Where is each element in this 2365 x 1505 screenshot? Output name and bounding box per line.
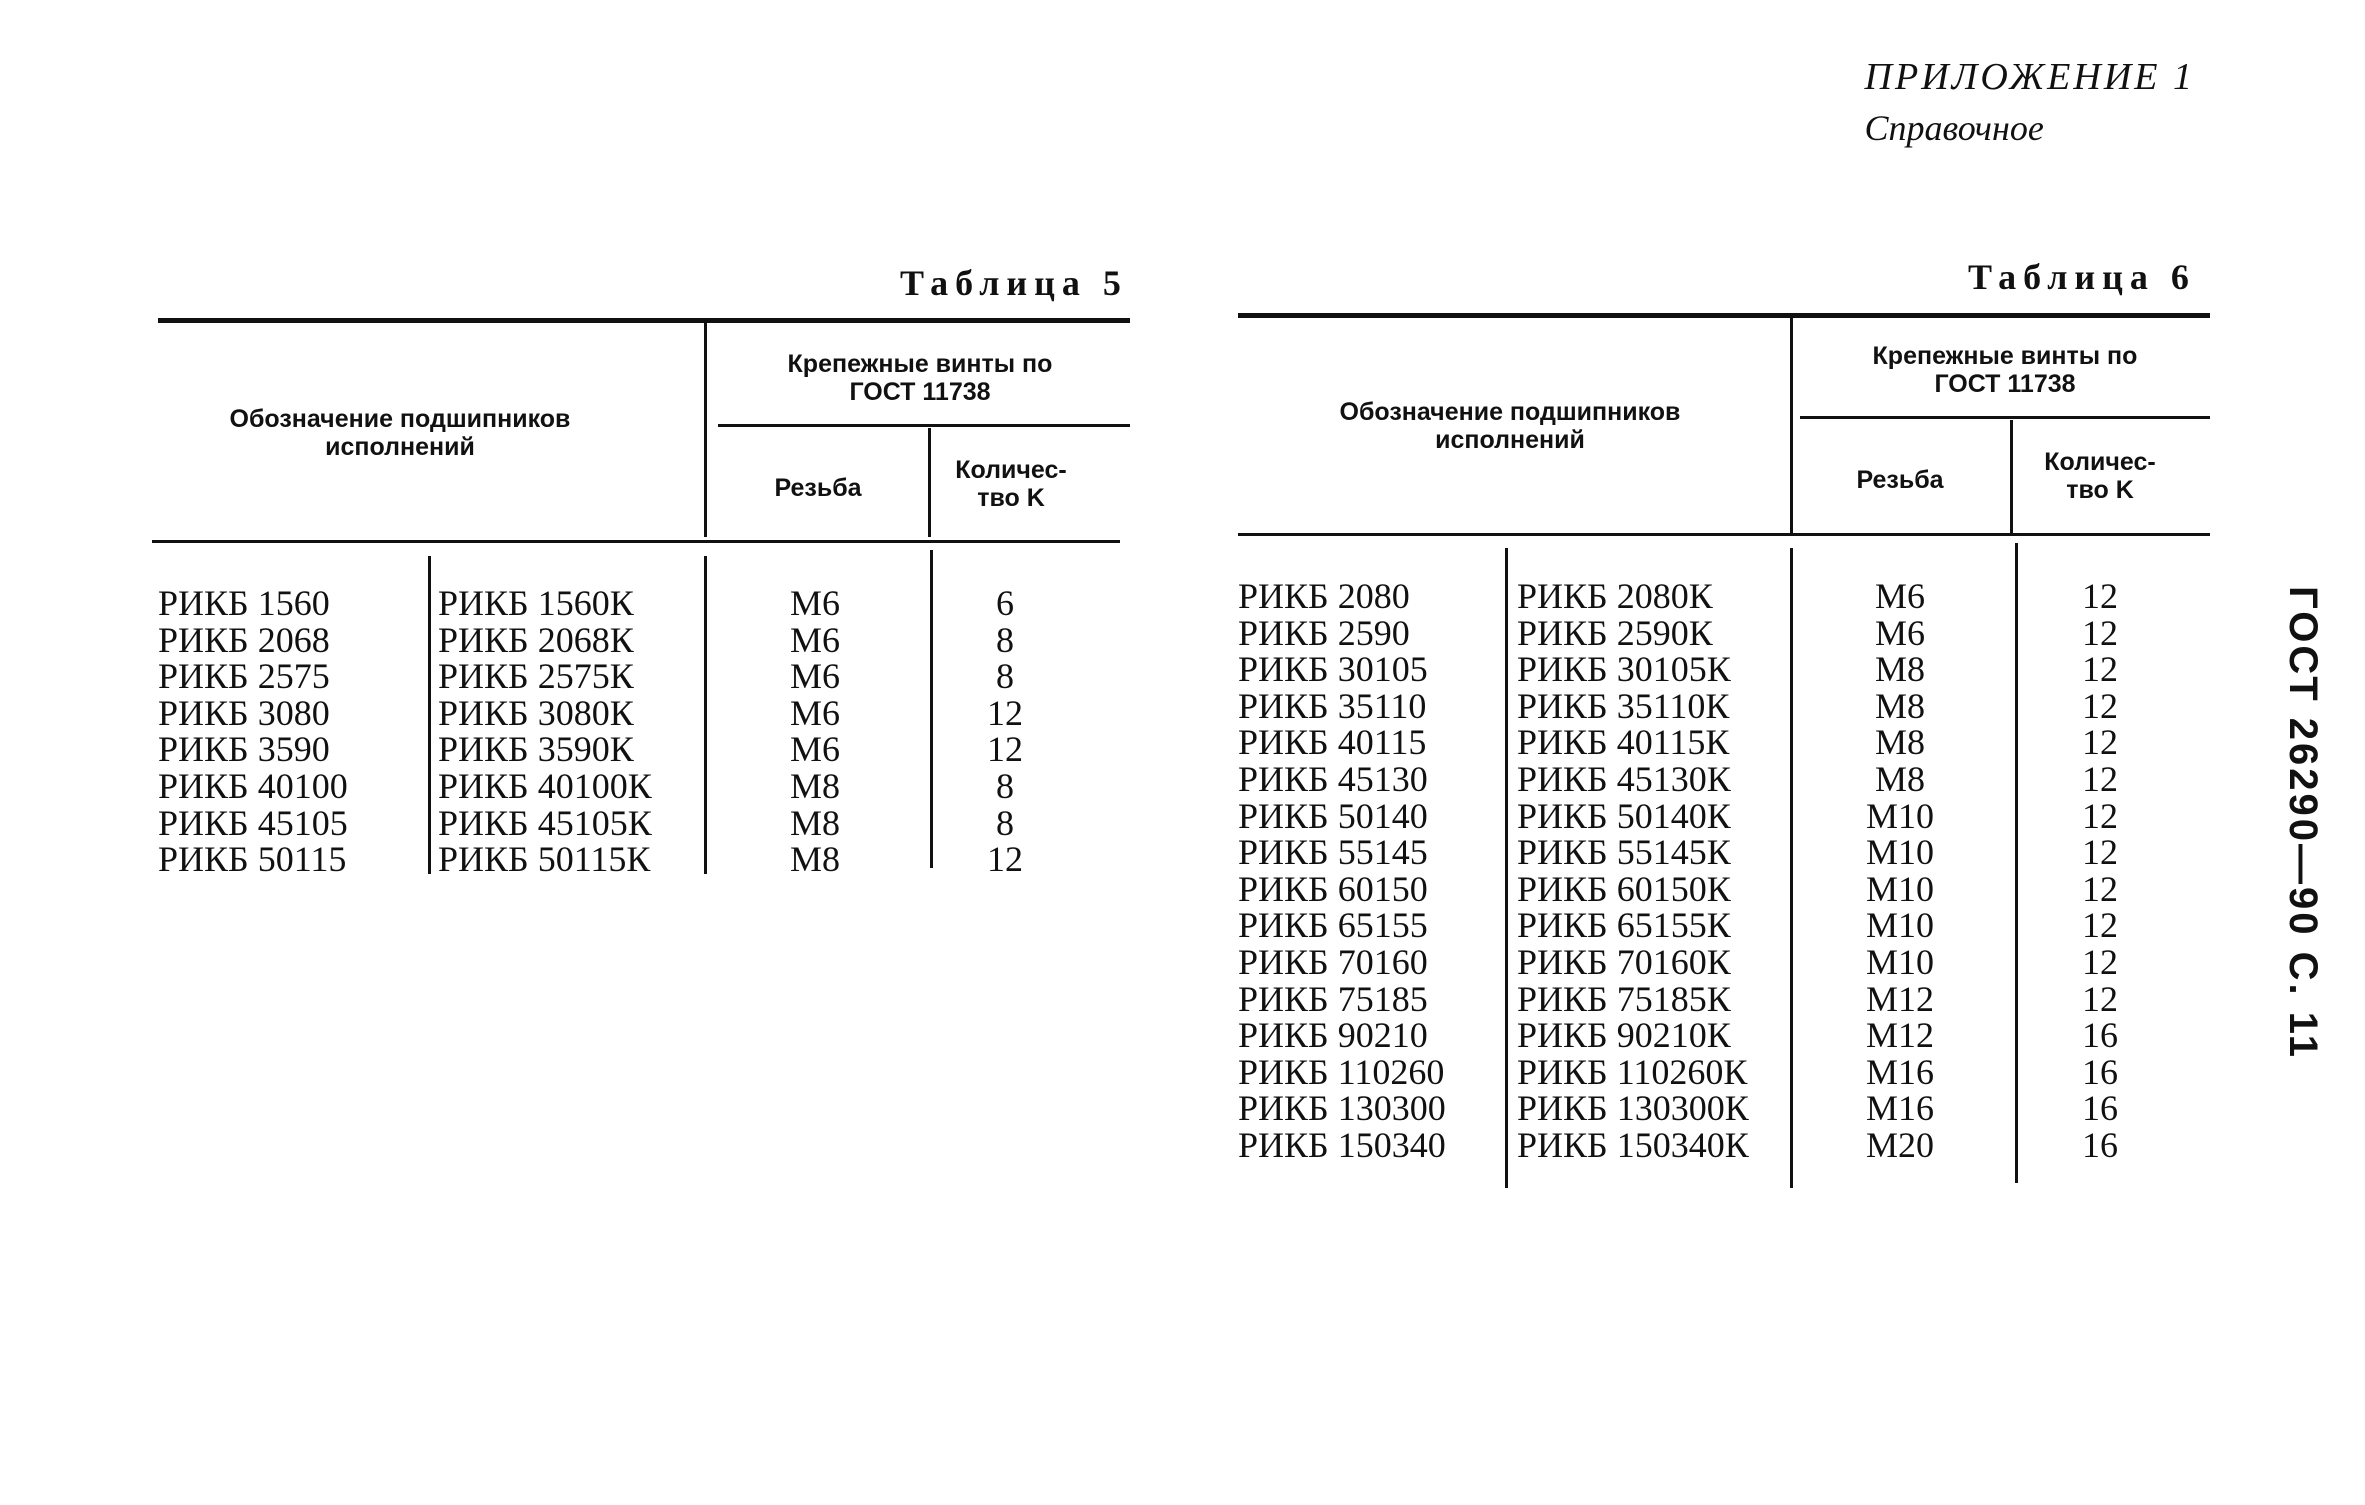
thread-cell: М8 bbox=[1874, 685, 1925, 726]
designation-k-cell: РИКБ 45105К bbox=[438, 802, 652, 843]
table6-header-thread: Резьба bbox=[1856, 466, 1944, 494]
qty-cell: 12 bbox=[2082, 759, 2118, 799]
qty-cell: 12 bbox=[987, 839, 1023, 880]
qty-cell: 8 bbox=[996, 619, 1014, 660]
designation-cell: РИКБ 70160 bbox=[1238, 942, 1428, 982]
designation-k-cell: РИКБ 2080К bbox=[1517, 576, 1713, 616]
designation-cell: РИКБ 90210 bbox=[1238, 1015, 1428, 1056]
designation-cell: РИКБ 40100 bbox=[158, 766, 348, 806]
designation-cell: РИКБ 2068 bbox=[158, 619, 330, 660]
qty-cell: 12 bbox=[987, 729, 1023, 770]
table5-header-designation: Обозначение подшипников исполнений bbox=[229, 405, 571, 461]
thread-cell: М20 bbox=[1865, 1125, 1934, 1165]
qty-cell: 12 bbox=[2082, 832, 2118, 873]
thread-cell: М16 bbox=[1865, 1088, 1934, 1129]
designation-cell: РИКБ 2080 bbox=[1238, 576, 1410, 616]
thread-cell: М6 bbox=[789, 729, 840, 770]
designation-k-cell: РИКБ 75185К bbox=[1517, 978, 1731, 1019]
appendix-heading bbox=[1865, 55, 2195, 149]
thread-cell: М10 bbox=[1865, 795, 1934, 836]
designation-cell: РИКБ 30105 bbox=[1238, 649, 1428, 690]
qty-cell: 12 bbox=[2082, 978, 2118, 1019]
designation-k-cell: РИКБ 3590К bbox=[438, 729, 634, 770]
qty-cell: 8 bbox=[996, 656, 1014, 697]
qty-cell: 16 bbox=[2082, 1051, 2118, 1092]
designation-k-cell: РИКБ 50115К bbox=[438, 839, 651, 880]
designation-k-cell: РИКБ 35110К bbox=[1517, 685, 1730, 726]
designation-k-cell: РИКБ 2575К bbox=[438, 656, 634, 697]
qty-cell: 8 bbox=[996, 802, 1014, 843]
designation-cell: РИКБ 3590 bbox=[158, 729, 330, 770]
designation-k-cell: РИКБ 50140К bbox=[1517, 795, 1731, 836]
thread-cell: М16 bbox=[1865, 1051, 1934, 1092]
thread-cell: М8 bbox=[1874, 649, 1925, 690]
designation-cell: РИКБ 75185 bbox=[1238, 978, 1428, 1019]
qty-cell: 12 bbox=[2082, 576, 2118, 616]
designation-k-cell: РИКБ 45130К bbox=[1517, 759, 1731, 799]
thread-cell: М6 bbox=[1874, 576, 1925, 616]
table6-caption: Таблица 6 bbox=[1968, 257, 2196, 297]
qty-cell: 8 bbox=[996, 766, 1014, 806]
designation-cell: РИКБ 2575 bbox=[158, 656, 330, 697]
designation-k-cell: РИКБ 30105К bbox=[1517, 649, 1731, 690]
thread-cell: М8 bbox=[789, 802, 840, 843]
designation-k-cell: РИКБ 90210К bbox=[1517, 1015, 1731, 1056]
designation-k-cell: РИКБ 1560К bbox=[438, 583, 634, 623]
designation-cell: РИКБ 40115 bbox=[1238, 722, 1427, 763]
designation-k-cell: РИКБ 40115К bbox=[1517, 722, 1730, 763]
designation-k-cell: РИКБ 55145К bbox=[1517, 832, 1731, 873]
qty-cell: 12 bbox=[2082, 612, 2118, 653]
thread-cell: М12 bbox=[1865, 1015, 1934, 1056]
thread-cell: М6 bbox=[1874, 612, 1925, 653]
designation-k-cell: РИКБ 150340К bbox=[1517, 1125, 1749, 1165]
side-label: ГОСТ 26290—90 С. 11 bbox=[2281, 586, 2325, 1060]
qty-cell: 16 bbox=[2082, 1088, 2118, 1129]
qty-cell: 12 bbox=[2082, 868, 2118, 909]
appendix-title: ПРИЛОЖЕНИЕ 1 bbox=[1864, 56, 2195, 98]
designation-k-cell: РИКБ 130300К bbox=[1517, 1088, 1749, 1129]
thread-cell: М10 bbox=[1865, 905, 1934, 946]
designation-cell: РИКБ 1560 bbox=[158, 583, 330, 623]
designation-k-cell: РИКБ 60150К bbox=[1517, 868, 1731, 909]
qty-cell: 12 bbox=[2082, 722, 2118, 763]
qty-cell: 6 bbox=[996, 583, 1014, 623]
thread-cell: М12 bbox=[1865, 978, 1934, 1019]
designation-k-cell: РИКБ 40100К bbox=[438, 766, 652, 806]
designation-k-cell: РИКБ 110260К bbox=[1517, 1051, 1748, 1092]
designation-k-cell: РИКБ 65155К bbox=[1517, 905, 1731, 946]
thread-cell: М8 bbox=[1874, 722, 1925, 763]
qty-cell: 12 bbox=[2082, 942, 2118, 982]
qty-cell: 16 bbox=[2082, 1015, 2118, 1056]
designation-cell: РИКБ 130300 bbox=[1238, 1088, 1446, 1129]
table5-header-screws: Крепежные винты по ГОСТ 11738 bbox=[787, 350, 1053, 406]
qty-cell: 12 bbox=[2082, 905, 2118, 946]
designation-k-cell: РИКБ 2590К bbox=[1517, 612, 1713, 653]
designation-k-cell: РИКБ 3080К bbox=[438, 692, 634, 733]
thread-cell: М10 bbox=[1865, 942, 1934, 982]
thread-cell: М8 bbox=[789, 839, 840, 880]
thread-cell: М6 bbox=[789, 619, 840, 660]
designation-cell: РИКБ 50115 bbox=[158, 839, 347, 880]
thread-cell: М8 bbox=[1874, 759, 1925, 799]
table6-header-qty: Количес- тво K bbox=[2044, 448, 2156, 504]
designation-cell: РИКБ 110260 bbox=[1238, 1051, 1445, 1092]
designation-cell: РИКБ 150340 bbox=[1238, 1125, 1446, 1165]
qty-cell: 12 bbox=[2082, 795, 2118, 836]
table6-header-designation: Обозначение подшипников исполнений bbox=[1339, 398, 1681, 454]
designation-k-cell: РИКБ 70160К bbox=[1517, 942, 1731, 982]
qty-cell: 16 bbox=[2082, 1125, 2118, 1165]
thread-cell: М6 bbox=[789, 656, 840, 697]
designation-cell: РИКБ 2590 bbox=[1238, 612, 1410, 653]
designation-cell: РИКБ 55145 bbox=[1238, 832, 1428, 873]
table5-header-thread: Резьба bbox=[774, 474, 862, 502]
designation-cell: РИКБ 65155 bbox=[1238, 905, 1428, 946]
designation-cell: РИКБ 45105 bbox=[158, 802, 348, 843]
qty-cell: 12 bbox=[2082, 685, 2118, 726]
designation-cell: РИКБ 50140 bbox=[1238, 795, 1428, 836]
designation-cell: РИКБ 60150 bbox=[1238, 868, 1428, 909]
thread-cell: М6 bbox=[789, 583, 840, 623]
designation-cell: РИКБ 3080 bbox=[158, 692, 330, 733]
appendix-subtitle: Справочное bbox=[1864, 108, 2044, 148]
thread-cell: М10 bbox=[1865, 832, 1934, 873]
designation-cell: РИКБ 35110 bbox=[1238, 685, 1427, 726]
designation-cell: РИКБ 45130 bbox=[1238, 759, 1428, 799]
thread-cell: М10 bbox=[1865, 868, 1934, 909]
qty-cell: 12 bbox=[2082, 649, 2118, 690]
thread-cell: М8 bbox=[789, 766, 840, 806]
designation-k-cell: РИКБ 2068К bbox=[438, 619, 634, 660]
qty-cell: 12 bbox=[987, 692, 1023, 733]
thread-cell: М6 bbox=[789, 692, 840, 733]
table5-caption: Таблица 5 bbox=[900, 263, 1128, 303]
table5-header-qty: Количес- тво K bbox=[955, 456, 1067, 512]
table6-header-screws: Крепежные винты по ГОСТ 11738 bbox=[1872, 342, 2138, 398]
